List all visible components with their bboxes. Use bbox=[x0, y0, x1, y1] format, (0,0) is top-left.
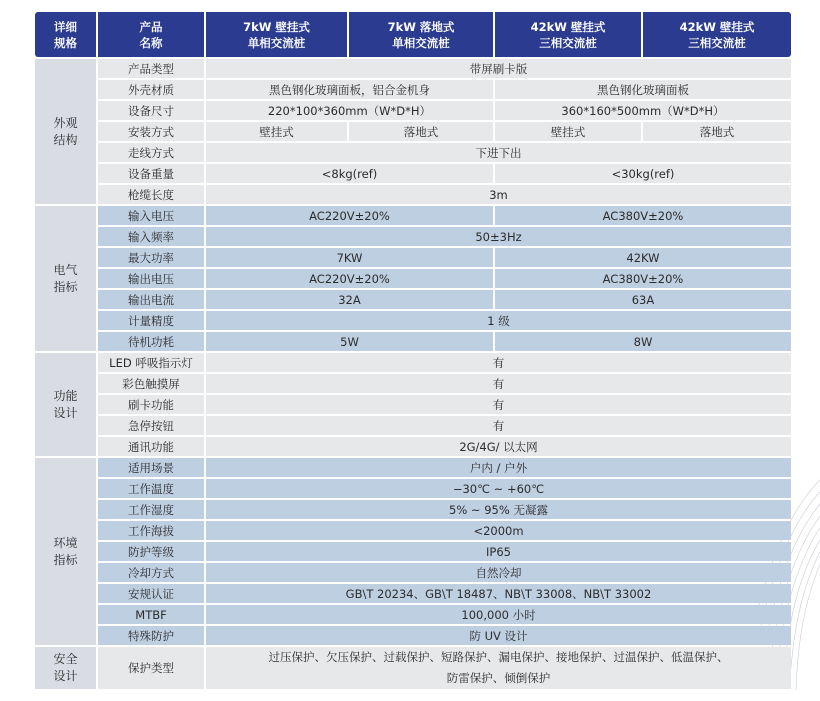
row-value: 落地式 bbox=[347, 122, 493, 141]
row-label: 工作湿度 bbox=[96, 500, 204, 519]
table-row bbox=[35, 185, 791, 204]
table-row bbox=[35, 290, 791, 309]
header-product-4: 42kW 壁挂式 三相交流桩 bbox=[641, 12, 791, 57]
header-detail-spec: 详细 规格 bbox=[35, 12, 96, 57]
row-value: IP65 bbox=[204, 542, 791, 561]
row-value: 7KW bbox=[204, 248, 493, 267]
table-row bbox=[35, 458, 791, 477]
row-label: 外壳材质 bbox=[96, 80, 204, 99]
row-value: 壁挂式 bbox=[204, 122, 347, 141]
row-value: 5% ~ 95% 无凝露 bbox=[204, 500, 791, 519]
spec-table bbox=[35, 10, 791, 691]
row-label: 输出电压 bbox=[96, 269, 204, 288]
row-label: 适用场景 bbox=[96, 458, 204, 477]
table-row bbox=[35, 332, 791, 351]
row-label: 彩色触摸屏 bbox=[96, 374, 204, 393]
section-function: 功能 设计 bbox=[35, 353, 96, 456]
row-value: 有 bbox=[204, 374, 791, 393]
row-label: 刷卡功能 bbox=[96, 395, 204, 414]
table-row bbox=[35, 563, 791, 582]
table-row bbox=[35, 542, 791, 561]
section-electrical: 电气 指标 bbox=[35, 206, 96, 351]
row-label: 急停按钮 bbox=[96, 416, 204, 435]
row-value: AC220V±20% bbox=[204, 269, 493, 288]
section-exterior: 外观 结构 bbox=[35, 59, 96, 204]
header-product-3: 42kW 壁挂式 三相交流桩 bbox=[493, 12, 641, 57]
row-label: 设备重量 bbox=[96, 164, 204, 183]
table-row bbox=[35, 227, 791, 246]
table-row bbox=[35, 122, 791, 141]
table-row bbox=[35, 395, 791, 414]
row-value: 2G/4G/ 以太网 bbox=[204, 437, 791, 456]
row-value: 3m bbox=[204, 185, 791, 204]
row-label: 安装方式 bbox=[96, 122, 204, 141]
table-row bbox=[35, 206, 791, 225]
row-value: 50±3Hz bbox=[204, 227, 791, 246]
row-value: 下进下出 bbox=[204, 143, 791, 162]
row-value: 自然冷却 bbox=[204, 563, 791, 582]
row-label: 特殊防护 bbox=[96, 626, 204, 645]
table-row bbox=[35, 269, 791, 288]
row-label: 安规认证 bbox=[96, 584, 204, 603]
table-row bbox=[35, 164, 791, 183]
row-label: 输入频率 bbox=[96, 227, 204, 246]
row-value: 有 bbox=[204, 395, 791, 414]
table-row bbox=[35, 353, 791, 372]
row-label: 防护等级 bbox=[96, 542, 204, 561]
row-value: 有 bbox=[204, 353, 791, 372]
row-label: 最大功率 bbox=[96, 248, 204, 267]
row-value: 63A bbox=[493, 290, 791, 309]
section-environment: 环境 指标 bbox=[35, 458, 96, 645]
row-label: 工作温度 bbox=[96, 479, 204, 498]
table-row bbox=[35, 248, 791, 267]
table-row bbox=[35, 416, 791, 435]
row-value: AC380V±20% bbox=[493, 269, 791, 288]
header-row bbox=[35, 12, 791, 57]
table-row bbox=[35, 143, 791, 162]
table-row bbox=[35, 479, 791, 498]
row-value: <8kg(ref) bbox=[204, 164, 493, 183]
row-label: LED 呼吸指示灯 bbox=[96, 353, 204, 372]
row-label: 计量精度 bbox=[96, 311, 204, 330]
row-value: 有 bbox=[204, 416, 791, 435]
row-value: 壁挂式 bbox=[493, 122, 641, 141]
row-label: 输入电压 bbox=[96, 206, 204, 225]
section-safety: 安全 设计 bbox=[35, 647, 96, 689]
row-value: 360*160*500mm（W*D*H） bbox=[493, 101, 791, 120]
row-value: 220*100*360mm（W*D*H） bbox=[204, 101, 493, 120]
table-row bbox=[35, 605, 791, 624]
table-row bbox=[35, 101, 791, 120]
row-label: MTBF bbox=[96, 605, 204, 624]
row-value: 落地式 bbox=[641, 122, 791, 141]
row-value: 100,000 小时 bbox=[204, 605, 791, 624]
row-label: 产品类型 bbox=[96, 59, 204, 78]
table-row bbox=[35, 521, 791, 540]
row-value: AC380V±20% bbox=[493, 206, 791, 225]
row-value: <30kg(ref) bbox=[493, 164, 791, 183]
row-value: 1 级 bbox=[204, 311, 791, 330]
row-label: 工作海拔 bbox=[96, 521, 204, 540]
row-value: 黑色钢化玻璃面板，铝合金机身 bbox=[204, 80, 493, 99]
row-value: 黑色钢化玻璃面板 bbox=[493, 80, 791, 99]
header-product-2: 7kW 落地式 单相交流桩 bbox=[347, 12, 493, 57]
row-value: 防 UV 设计 bbox=[204, 626, 791, 645]
row-label: 输出电流 bbox=[96, 290, 204, 309]
table-row bbox=[35, 626, 791, 645]
row-label: 保护类型 bbox=[96, 647, 204, 689]
header-product-1: 7kW 壁挂式 单相交流桩 bbox=[204, 12, 347, 57]
row-label: 枪缆长度 bbox=[96, 185, 204, 204]
table-row bbox=[35, 500, 791, 519]
table-row bbox=[35, 437, 791, 456]
row-label: 走线方式 bbox=[96, 143, 204, 162]
table-row bbox=[35, 311, 791, 330]
table-row bbox=[35, 59, 791, 78]
row-value: 过压保护、欠压保护、过载保护、短路保护、漏电保护、接地保护、过温保护、低温保护、 防雷保护、倾倒保护 bbox=[204, 647, 791, 689]
row-value: GB\T 20234、GB\T 18487、NB\T 33008、NB\T 33002 bbox=[204, 584, 791, 603]
row-value: 带屏刷卡版 bbox=[204, 59, 791, 78]
row-value: 户内 / 户外 bbox=[204, 458, 791, 477]
row-value: 42KW bbox=[493, 248, 791, 267]
table-row bbox=[35, 374, 791, 393]
row-value: 5W bbox=[204, 332, 493, 351]
row-value: <2000m bbox=[204, 521, 791, 540]
table-row bbox=[35, 647, 791, 689]
table-row bbox=[35, 584, 791, 603]
row-label: 设备尺寸 bbox=[96, 101, 204, 120]
row-value: −30℃ ~ +60℃ bbox=[204, 479, 791, 498]
row-label: 待机功耗 bbox=[96, 332, 204, 351]
row-value: AC220V±20% bbox=[204, 206, 493, 225]
header-product-name: 产品 名称 bbox=[96, 12, 204, 57]
row-value: 8W bbox=[493, 332, 791, 351]
row-value: 32A bbox=[204, 290, 493, 309]
row-label: 冷却方式 bbox=[96, 563, 204, 582]
table-row bbox=[35, 80, 791, 99]
row-label: 通讯功能 bbox=[96, 437, 204, 456]
